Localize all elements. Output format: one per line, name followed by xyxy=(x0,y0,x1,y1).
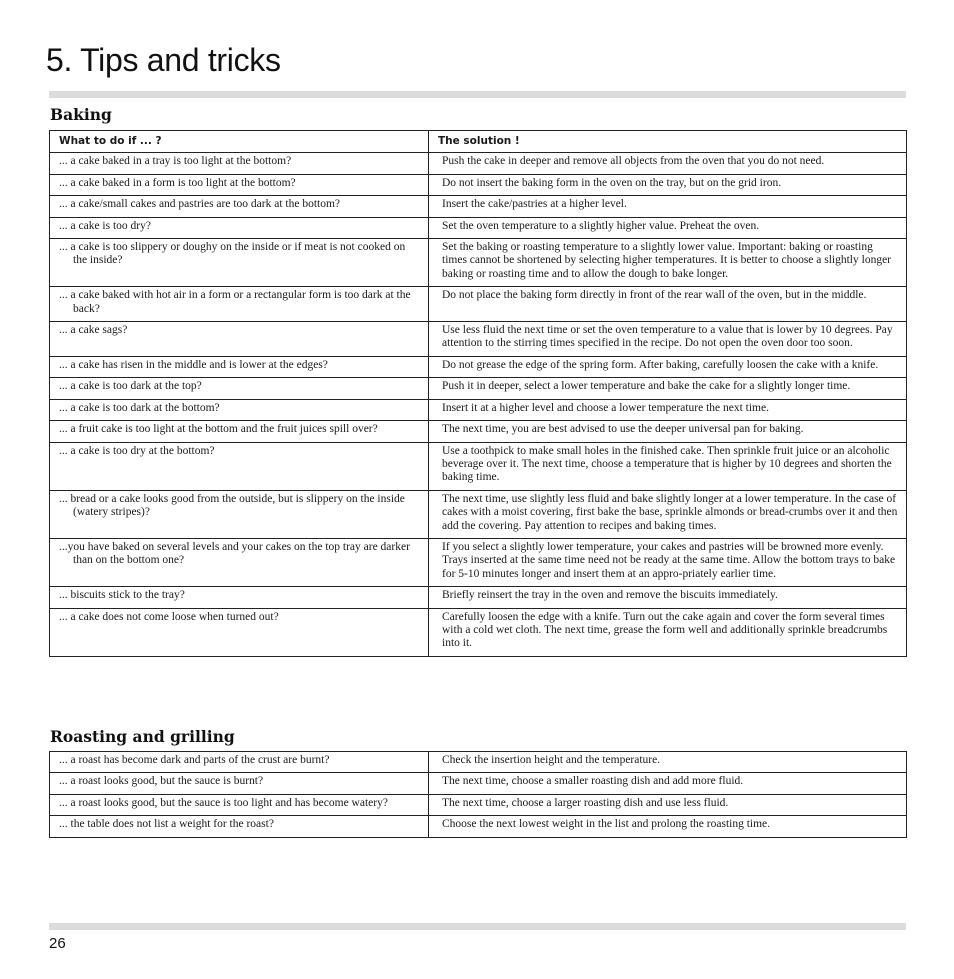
roasting-heading: Roasting and grilling xyxy=(50,727,235,746)
header-divider xyxy=(49,91,906,98)
solution-cell: Insert it at a higher level and choose a lower temperature the next time. xyxy=(429,399,907,420)
roasting-table xyxy=(49,751,907,838)
problem-text: ... a cake baked in a tray is too light at the bottom? xyxy=(59,155,292,168)
solution-cell: Use less fluid the next time or set the oven temperature to a value that is lower by 10 degrees. Pay attention to the stirring times specified in the recipe. Do not open the oven door too soon. xyxy=(429,322,907,357)
table-row xyxy=(50,608,907,656)
problem-text: ... a cake has risen in the middle and is lower at the edges? xyxy=(59,358,328,371)
solution-cell: Set the oven temperature to a slightly higher value. Preheat the oven. xyxy=(429,217,907,238)
table-row xyxy=(50,773,907,794)
problem-text: ... a cake is too slippery or doughy on the inside or if meat is not cooked on the inside? xyxy=(59,241,406,267)
footer-divider xyxy=(49,923,906,930)
table-row xyxy=(50,442,907,490)
solution-cell: Push the cake in deeper and remove all objects from the oven that you do not need. xyxy=(429,153,907,174)
solution-cell: Do not insert the baking form in the oven on the tray, but on the grid iron. xyxy=(429,174,907,195)
solution-cell: Choose the next lowest weight in the list and prolong the roasting time. xyxy=(429,816,907,837)
problem-text: ... a roast looks good, but the sauce is too light and has become watery? xyxy=(59,796,388,809)
solution-cell: Check the insertion height and the temperature. xyxy=(429,752,907,773)
problem-cell xyxy=(50,608,429,656)
table-row xyxy=(50,587,907,608)
solution-cell: Set the baking or roasting temperature to a slightly lower value. Important: baking or roasting times cannot be shortened by selecting higher temperatures. It is better to choose a slightly longer baking or roasting time and to allow the dough to bake longer. xyxy=(429,239,907,287)
problem-text: ... a fruit cake is too light at the bottom and the fruit juices spill over? xyxy=(59,423,378,436)
solution-cell: Carefully loosen the edge with a knife. Turn out the cake again and cover the form several times with a cold wet cloth. The next time, grease the form well and additionally sprinkle breadcrumbs into it. xyxy=(429,608,907,656)
problem-text: ... a cake is too dry at the bottom? xyxy=(59,444,215,457)
table-row xyxy=(50,538,907,586)
problem-cell xyxy=(50,322,429,357)
problem-cell xyxy=(50,794,429,815)
problem-cell xyxy=(50,752,429,773)
table-row xyxy=(50,399,907,420)
table-row xyxy=(50,322,907,357)
problem-cell xyxy=(50,174,429,195)
solution-cell: Do not grease the edge of the spring form. After baking, carefully loosen the cake with a knife. xyxy=(429,356,907,377)
table-row xyxy=(50,287,907,322)
table-row xyxy=(50,816,907,837)
page-number: 26 xyxy=(49,935,66,952)
problem-text: ... a roast has become dark and parts of the crust are burnt? xyxy=(59,754,330,766)
problem-cell xyxy=(50,196,429,217)
table-row xyxy=(50,378,907,399)
solution-cell: If you select a slightly lower temperature, your cakes and pastries will be browned more evenly. Trays inserted at the same time need not be ready at the same time. Allow the bottom trays to bake for 5-10 minutes longer and insert them at an appro-priately earlier time. xyxy=(429,538,907,586)
problem-cell xyxy=(50,217,429,238)
problem-cell xyxy=(50,399,429,420)
roasting-table-body xyxy=(50,752,907,838)
problem-text: ... a cake sags? xyxy=(59,324,128,337)
problem-cell xyxy=(50,239,429,287)
table-row xyxy=(50,421,907,442)
problem-text: ... a cake/small cakes and pastries are too dark at the bottom? xyxy=(59,198,341,211)
problem-cell xyxy=(50,587,429,608)
table-row xyxy=(50,239,907,287)
problem-text: ... the table does not list a weight for the roast? xyxy=(59,818,274,831)
problem-cell xyxy=(50,421,429,442)
problem-cell xyxy=(50,356,429,377)
table-row xyxy=(50,174,907,195)
table-row xyxy=(50,196,907,217)
problem-text: ...you have baked on several levels and your cakes on the top tray are darker than on the bottom one? xyxy=(59,540,410,567)
table-row xyxy=(50,794,907,815)
table-row xyxy=(50,217,907,238)
solution-cell: Do not place the baking form directly in front of the rear wall of the oven, but in the middle. xyxy=(429,287,907,322)
problem-cell xyxy=(50,442,429,490)
table-row xyxy=(50,356,907,377)
solution-cell: Use a toothpick to make small holes in the finished cake. Then sprinkle fruit juice or an alcoholic beverage over it. The next time, choose a temperature that is higher by 10 degrees and shorten the baking time. xyxy=(429,442,907,490)
problem-cell xyxy=(50,287,429,322)
table-row xyxy=(50,752,907,773)
column-header-problem: What to do if ... ? xyxy=(50,131,429,153)
column-header-solution: The solution ! xyxy=(429,131,907,153)
solution-cell: Insert the cake/pastries at a higher level. xyxy=(429,196,907,217)
table-row xyxy=(50,490,907,538)
table-row xyxy=(50,153,907,174)
solution-cell: The next time, choose a smaller roasting dish and add more fluid. xyxy=(429,773,907,794)
baking-table xyxy=(49,130,907,657)
problem-text: ... a cake is too dark at the top? xyxy=(59,380,202,393)
problem-cell xyxy=(50,773,429,794)
problem-text: ... a roast looks good, but the sauce is burnt? xyxy=(59,775,264,788)
problem-text: ... a cake does not come loose when turned out? xyxy=(59,610,279,623)
page-title: 5. Tips and tricks xyxy=(46,42,281,78)
baking-header-row xyxy=(50,131,907,153)
solution-cell: The next time, you are best advised to use the deeper universal pan for baking. xyxy=(429,421,907,442)
solution-cell: Push it in deeper, select a lower temperature and bake the cake for a slightly longer time. xyxy=(429,378,907,399)
problem-text: ... bread or a cake looks good from the outside, but is slippery on the inside (watery stripes)? xyxy=(59,492,405,519)
solution-cell: The next time, choose a larger roasting dish and use less fluid. xyxy=(429,794,907,815)
solution-cell: The next time, use slightly less fluid and bake slightly longer at a lower temperature. In the case of cakes with a moist covering, first bake the base, sprinkle almonds or bread-crumbs over it and then add the covering. Pay attention to recipes and baking times. xyxy=(429,490,907,538)
problem-cell xyxy=(50,378,429,399)
problem-cell xyxy=(50,153,429,174)
problem-text: ... a cake is too dry? xyxy=(59,219,151,232)
problem-cell xyxy=(50,490,429,538)
problem-text: ... a cake is too dark at the bottom? xyxy=(59,401,220,414)
problem-cell xyxy=(50,816,429,837)
problem-cell xyxy=(50,538,429,586)
solution-cell: Briefly reinsert the tray in the oven and remove the biscuits immediately. xyxy=(429,587,907,608)
baking-table-body xyxy=(50,153,907,656)
problem-text: ... biscuits stick to the tray? xyxy=(59,589,185,602)
problem-text: ... a cake baked with hot air in a form or a rectangular form is too dark at the back? xyxy=(59,289,411,315)
problem-text: ... a cake baked in a form is too light at the bottom? xyxy=(59,176,296,189)
baking-heading: Baking xyxy=(50,105,112,124)
